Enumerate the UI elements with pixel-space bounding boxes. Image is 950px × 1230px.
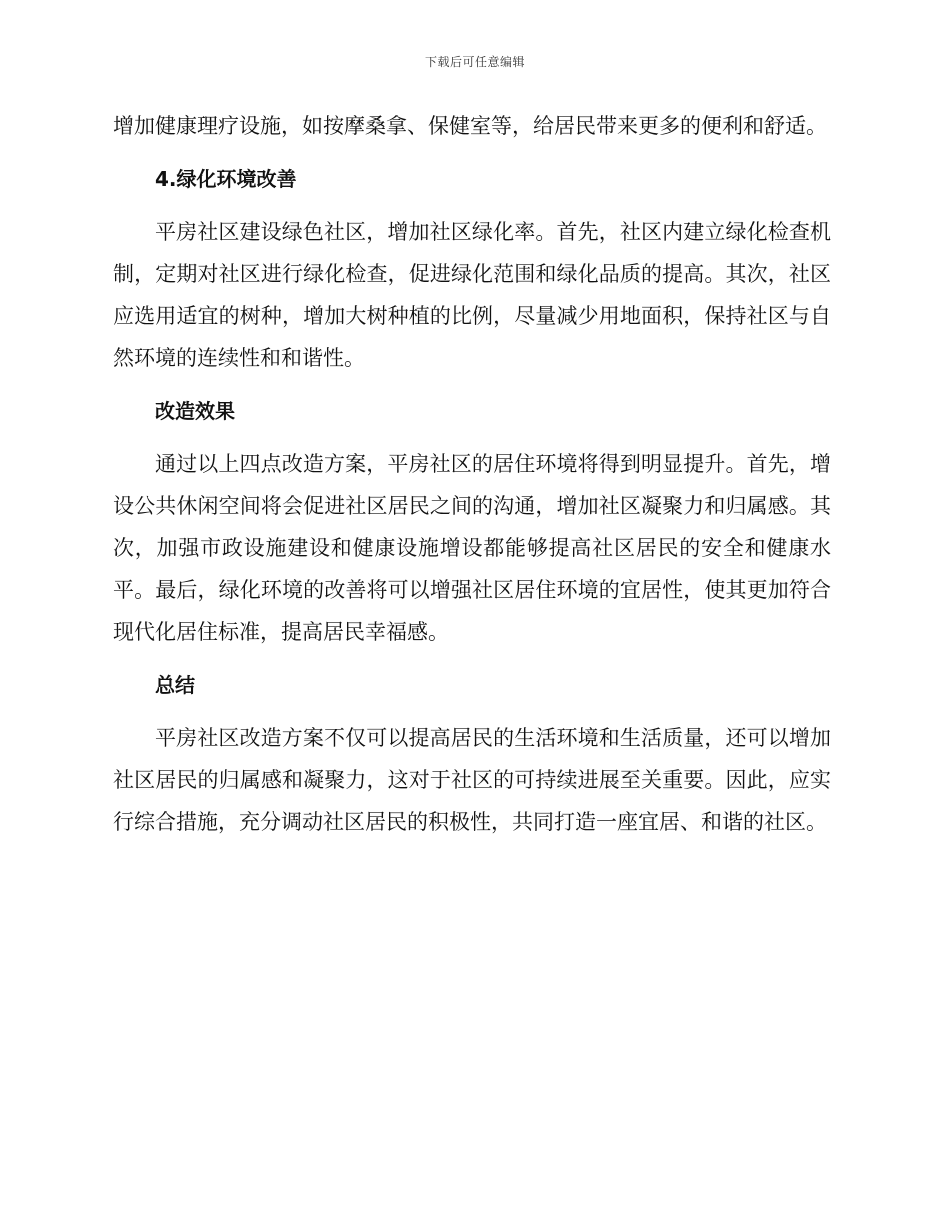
paragraph-health-facilities: 增加健康理疗设施，如按摩桑拿、保健室等，给居民带来更多的便利和舒适。 [113,114,827,138]
heading-results: 改造效果 [155,399,235,423]
document-body [113,105,831,854]
paragraph-greening: 平房社区建设绿色社区，增加社区绿化率。首先，社区内建立绿化检查机制，定期对社区进行绿化检查，促进绿化范围和绿化品质的提高。其次，社区应选用适宜的树种，增加大树种植的比例，尽量减少用地面积，保持社区与自然环境的连续性和和谐性。 [113,220,831,370]
paragraph-summary: 平房社区改造方案不仅可以提高居民的生活环境和生活质量，还可以增加社区居民的归属感和凝聚力，这对于社区的可持续进展至关重要。因此，应实行综合措施，充分调动社区居民的积极性，共同打造一座宜居、和谐的社区。 [113,726,831,834]
page-header: 下载后可任意编辑 [424,55,525,69]
heading-greening: 4.绿化环境改善 [155,167,297,191]
heading-summary: 总结 [155,673,195,697]
paragraph-results: 通过以上四点改造方案，平房社区的居住环境将得到明显提升。首先，增设公共休闲空间将会促进社区居民之间的沟通，增加社区凝聚力和归属感。其次，加强市政设施建设和健康设施增设都能够提高社区居民的安全和健康水平。最后，绿化环境的改善将可以增强社区居住环境的宜居性，使其更加符合现代化居住标准，提高居民幸福感。 [113,452,831,644]
